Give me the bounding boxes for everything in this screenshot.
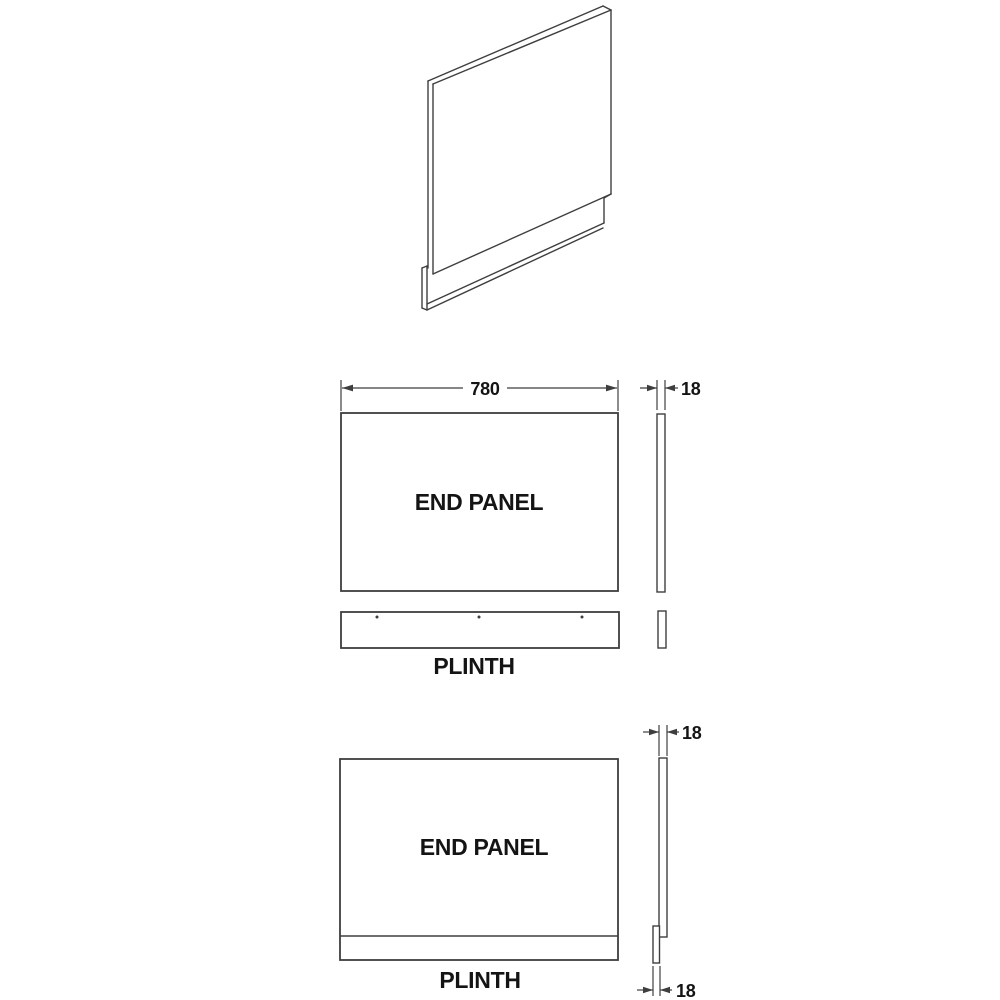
assembled-plinth-side-rect xyxy=(653,926,660,963)
dimension-arrow-left-icon xyxy=(647,385,657,391)
end-panel-label: END PANEL xyxy=(419,834,549,860)
dimension-arrow-right-icon xyxy=(667,729,677,735)
plinth-3d-left-end-top xyxy=(422,266,427,268)
plinth-3d-left-end-bottom xyxy=(422,308,427,310)
assembled-panel-side-rect xyxy=(659,758,667,937)
dimension-arrow-left-icon xyxy=(342,385,353,392)
plinth-label: PLINTH xyxy=(439,967,521,993)
dimension-arrow-left-icon xyxy=(643,987,653,993)
thickness-dimension-value: 18 xyxy=(681,379,701,399)
thickness-dimension-top-value: 18 xyxy=(682,723,702,743)
panel-3d-top-front-edge xyxy=(433,10,611,84)
panel-3d-bottom-edge xyxy=(433,194,611,274)
dimension-arrow-right-icon xyxy=(606,385,617,392)
thickness-dimension-bottom-value: 18 xyxy=(676,981,696,1000)
dimension-arrow-right-icon xyxy=(660,987,670,993)
width-dimension-value: 780 xyxy=(470,379,500,399)
thickness-dimension-bottom xyxy=(637,966,696,1000)
end-panel-label: END PANEL xyxy=(414,489,544,515)
plinth-3d-lower-edge xyxy=(427,223,604,304)
width-dimension xyxy=(341,379,618,411)
perspective-view xyxy=(422,6,611,310)
front-view-section xyxy=(341,379,701,679)
plinth-label: PLINTH xyxy=(433,653,515,679)
thickness-dimension xyxy=(640,379,701,410)
dimension-arrow-right-icon xyxy=(665,385,675,391)
assembled-view-section xyxy=(340,723,702,1000)
fixing-hole-dot xyxy=(376,616,379,619)
fixing-hole-dot xyxy=(581,616,584,619)
panel-3d-top-back-edge xyxy=(428,6,603,81)
end-panel-side-rect xyxy=(657,414,665,592)
plinth-side-rect xyxy=(658,611,666,648)
plinth-3d-bottom-edge xyxy=(427,228,603,310)
panel-3d-top-right-end xyxy=(603,6,611,10)
dimension-arrow-left-icon xyxy=(649,729,659,735)
thickness-dimension-top xyxy=(643,723,702,756)
fixing-hole-dot xyxy=(478,616,481,619)
